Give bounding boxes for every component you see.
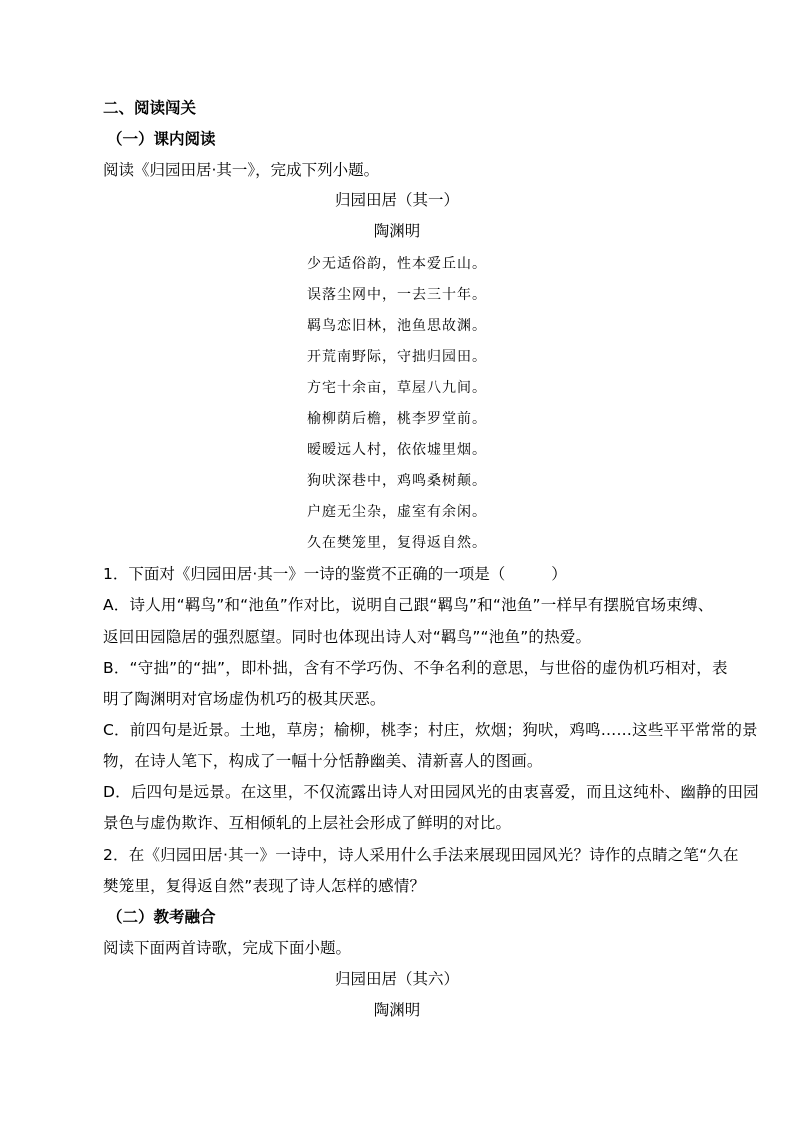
part1-instruction: 阅读《归园田居·其一》，完成下列小题。 (103, 161, 380, 179)
option-b-line2: 明了陶渊明对官场虚伪机巧的极其厌恶。 (103, 690, 386, 708)
poem-line: 户庭无尘杂，虚室有余闲。 (307, 504, 487, 520)
poem-line: 久在樊笼里，复得返自然。 (307, 535, 487, 551)
part2-instruction: 阅读下面两首诗歌，完成下面小题。 (103, 939, 352, 957)
part1-heading: （一）课内阅读 (107, 130, 216, 148)
poem2-title: 归园田居（其六） (334, 970, 459, 988)
option-c-line2: 物，在诗人笔下，构成了一幅十分恬静幽美、清新喜人的图画。 (103, 752, 543, 770)
poem-line: 榆柳荫后檐，桃李罗堂前。 (307, 411, 487, 427)
poem-line: 误落尘网中，一去三十年。 (307, 287, 487, 303)
poem1-title: 归园田居（其一） (334, 191, 459, 209)
option-b-line1: B．“守拙”的“拙”，即朴拙，含有不学巧伪、不争名利的意思，与世俗的虚伪机巧相对，表 (103, 659, 728, 677)
part2-heading: （二）教考融合 (107, 908, 216, 926)
poem-line: 暧暧远人村，依依墟里烟。 (307, 442, 487, 458)
question-2-line1: 2．在《归园田居·其一》一诗中，诗人采用什么手法来展现田园风光？诗作的点睛之笔“久在 (103, 846, 739, 864)
option-d-line1: D．后四句是远景。在这里，不仅流露出诗人对田园风光的由衷喜爱，而且这纯朴、幽静的田园 (103, 783, 759, 801)
option-a-line1: A．诗人用“羁鸟”和“池鱼”作对比，说明自己跟“羁鸟”和“池鱼”一样早有摆脱官场束缚、 (103, 596, 714, 614)
question-2-line2: 樊笼里，复得返自然”表现了诗人怎样的感情？ (103, 877, 426, 895)
poem1-author: 陶渊明 (373, 222, 421, 240)
section-heading: 二、阅读闯关 (103, 99, 197, 117)
poem-line: 少无适俗韵，性本爱丘山。 (307, 256, 487, 272)
poem-line: 开荒南野际，守拙归园田。 (307, 349, 487, 365)
poem-line: 狗吠深巷中，鸡鸣桑树颠。 (307, 473, 487, 489)
option-c-line1: C．前四句是近景。土地，草房；榆柳，桃李；村庄，炊烟；狗吠，鸡鸣……这些平平常常的景 (103, 721, 758, 739)
poem2-author: 陶渊明 (373, 1001, 421, 1019)
option-d-line2: 景色与虚伪欺诈、互相倾轧的上层社会形成了鲜明的对比。 (103, 814, 512, 832)
question-1-text: 1．下面对《归园田居·其一》一诗的鉴赏不正确的一项是（ (103, 565, 506, 583)
question-1-stem (103, 564, 567, 584)
option-a-line2: 返回田园隐居的强烈愿望。同时也体现出诗人对“羁鸟”“池鱼”的热爱。 (103, 628, 592, 646)
poem-line: 羁鸟恋旧林，池鱼思故渊。 (307, 318, 487, 334)
question-1-close: ） (551, 565, 567, 583)
poem-line: 方宅十余亩，草屋八九间。 (307, 380, 487, 396)
